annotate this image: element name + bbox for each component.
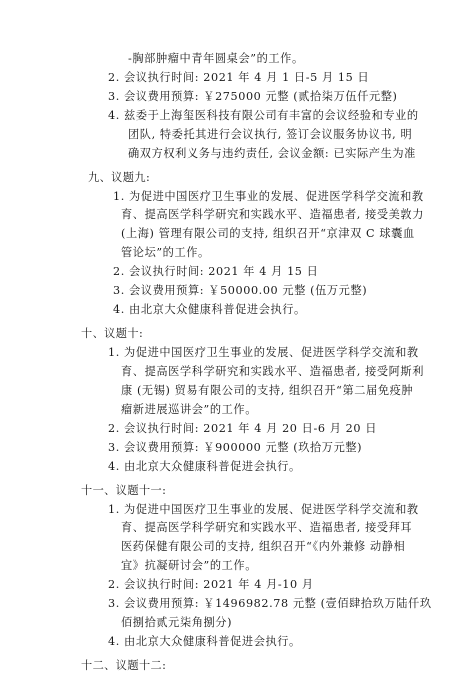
text-line: 2. 会议执行时间: 2021 年 4 月 15 日 (113, 265, 319, 278)
text-line: 确双方权利义务与违约责任, 会议金额: 已实际产生为准 (128, 147, 416, 160)
text-line: -胸部肿瘤中青年圆桌会”的工作。 (128, 52, 304, 65)
text-line: 2. 会议执行时间: 2021 年 4 月 20 日-6 月 20 日 (108, 422, 378, 435)
text-line: 2. 会议执行时间: 2021 年 4 月 1 日-5 月 15 日 (108, 71, 370, 84)
section-heading: 十二、议题十二: (81, 659, 167, 672)
text-line: 1. 为促进中国医疗卫生事业的发展、促进医学科学交流和教 (108, 346, 419, 359)
text-line: 4. 由北京大众健康科普促进会执行。 (113, 303, 306, 316)
section-heading: 九、议题九: (88, 171, 151, 184)
text-line: 2. 会议执行时间: 2021 年 4 月-10 月 (108, 578, 314, 591)
text-line: 育、提高医学科学研究和实践水平、造福患者, 接受拜耳 (121, 521, 413, 534)
text-line: (上海) 管理有限公司的支持, 组织召开“京津双 C 球囊血 (121, 227, 415, 240)
section-heading: 十一、议题十一: (81, 484, 167, 497)
text-line: 1. 为促进中国医疗卫生事业的发展、促进医学科学交流和教 (108, 503, 419, 516)
text-line: 育、提高医学科学研究和实践水平、造福患者, 接受阿斯利 (121, 365, 425, 378)
text-line: 3. 会议费用预算: ￥900000 元整 (玖拾万元整) (108, 441, 363, 454)
text-line: 宜》抗凝研讨会”的工作。 (121, 559, 257, 572)
text-line: 团队, 特委托其进行会议执行, 签订会议服务协议书, 明 (128, 128, 413, 141)
text-line: 4. 兹委于上海玺医科技有限公司有丰富的会议经验和专业的 (108, 109, 419, 122)
text-line: 瘤新进展巡讲会”的工作。 (121, 403, 257, 416)
text-line: 4. 由北京大众健康科普促进会执行。 (108, 460, 301, 473)
text-line: 育、提高医学科学研究和实践水平、造福患者, 接受美敦力 (121, 208, 425, 221)
text-line: 3. 会议费用预算: ￥275000 元整 (贰拾柒万伍仟元整) (108, 90, 398, 103)
text-line: 4. 由北京大众健康科普促进会执行。 (108, 635, 301, 648)
text-line: 医药保健有限公司的支持, 组织召开“《内外兼修 动静相 (121, 540, 406, 553)
text-line: 佰捌拾贰元柒角捌分) (121, 616, 233, 629)
section-heading: 十、议题十: (81, 327, 144, 340)
text-line: 3. 会议费用预算: ￥1496982.78 元整 (壹佰肆拾玖万陆仟玖 (108, 597, 432, 610)
text-line: 康 (无锡) 贸易有限公司的支持, 组织召开“第二届免疫肿 (121, 384, 414, 397)
text-line: 3. 会议费用预算: ￥50000.00 元整 (伍万元整) (113, 284, 368, 297)
text-line: 1. 为促进中国医疗卫生事业的发展、促进医学科学交流和教 (113, 190, 424, 203)
text-line: 管论坛”的工作。 (121, 246, 210, 259)
